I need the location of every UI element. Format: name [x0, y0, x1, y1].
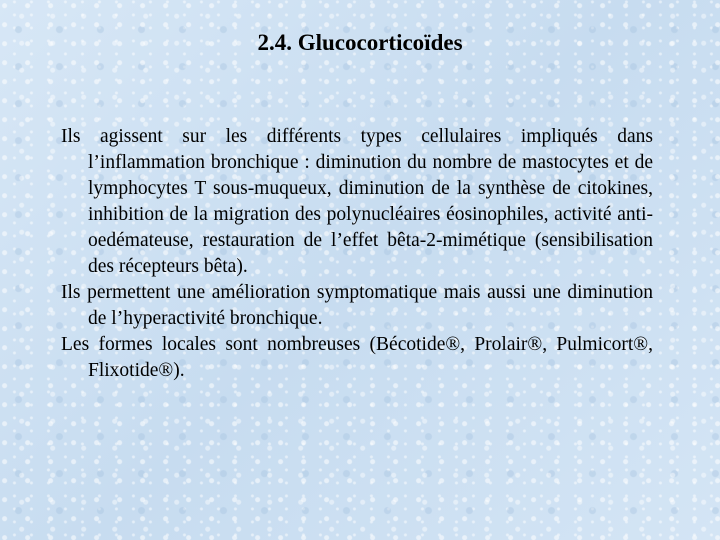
paragraph-effects: Ils agissent sur les différents types cellulaires impliqués dans l’inflammation bronchique : diminution du nombre de mastocytes et de lymphocytes T sous-muqueux, diminution de la synthèse de citokines, inhibition de la migration des polynucléaires éosinophiles, activité anti-oedémateuse, restauration de l’effet bêta-2-mimétique (sensibilisation des récepteurs bêta).: [61, 126, 653, 277]
paragraph-benefits: Ils permettent une amélioration symptomatique mais aussi une diminution de l’hyperactivité bronchique.: [61, 282, 653, 329]
slide-title: 2.4. Glucocorticoïdes: [257, 30, 463, 55]
slide-body: [61, 124, 653, 384]
paragraph-local-forms: Les formes locales sont nombreuses (Bécotide®, Prolair®, Pulmicort®, Flixotide®).: [61, 334, 653, 381]
